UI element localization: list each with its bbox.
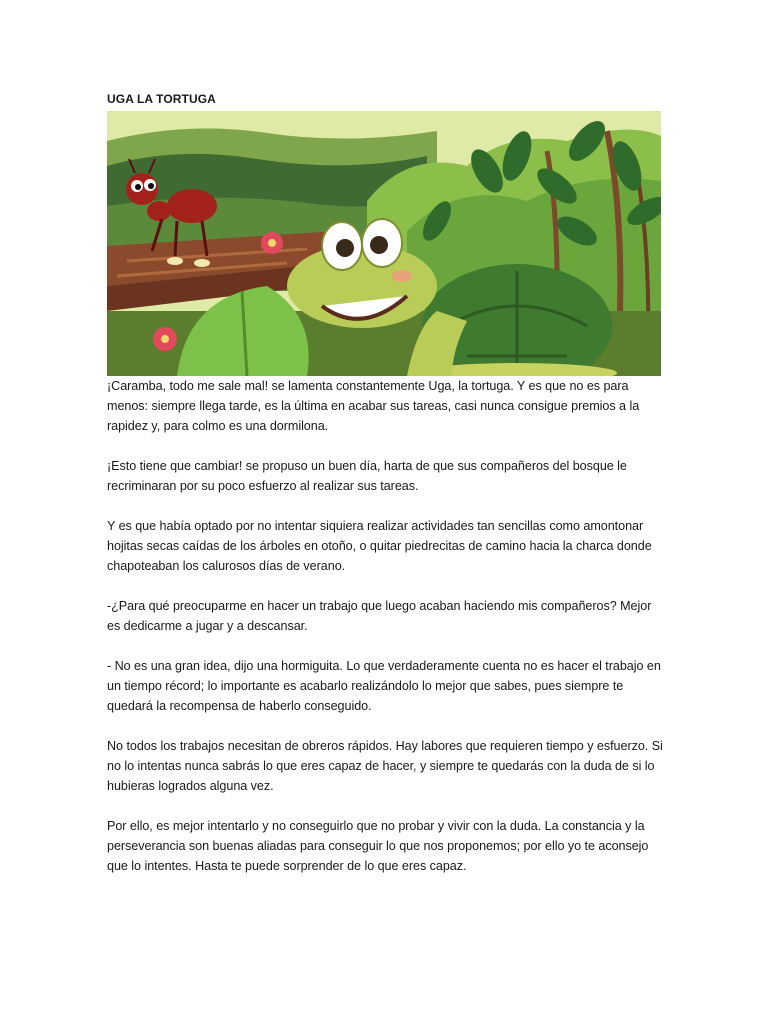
- turtle-pupil: [336, 239, 354, 257]
- turtle-cheek: [392, 270, 412, 282]
- story-illustration: [107, 111, 661, 376]
- story-paragraph: ¡Caramba, todo me sale mal! se lamenta constantemente Uga, la tortuga. Y es que no es para menos: siempre llega tarde, es la última en acabar sus tareas, casi nunca consigue premios a la rapidez y, para colmo es una dormilona.: [107, 379, 640, 433]
- story-paragraph: Por ello, es mejor intentarlo y no conseguirlo que no probar y vivir con la duda. La constancia y la perseverancia son buenas aliadas para conseguir lo que nos proponemos; por ello yo te aconsejo que lo intentes. Hasta te puede sorprender de lo que eres capaz.: [107, 819, 649, 873]
- story-paragraph: ¡Esto tiene que cambiar! se propuso un buen día, harta de que sus compañeros del bosque le recriminaran por su poco esfuerzo al realizar sus tareas.: [107, 459, 627, 493]
- story-paragraph: Y es que había optado por no intentar siquiera realizar actividades tan sencillas como amontonar hojitas secas caídas de los árboles en otoño, o quitar piedrecitas de camino hacia la charca donde chapoteaban los calurosos días de verano.: [107, 519, 652, 573]
- story-paragraph: - No es una gran idea, dijo una hormiguita. Lo que verdaderamente cuenta no es hacer el trabajo en un tiempo récord; lo importante es acabarlo realizándolo lo mejor que sabes, pues siempre te quedará la recompensa de haberlo conseguido.: [107, 659, 661, 713]
- turtle-and-ant-illustration: [107, 111, 661, 376]
- flower-icon: [153, 327, 177, 351]
- turtle-pupil: [370, 236, 388, 254]
- story-body: [107, 376, 663, 896]
- story-title: UGA LA TORTUGA: [107, 92, 216, 106]
- story-paragraph: No todos los trabajos necesitan de obreros rápidos. Hay labores que requieren tiempo y esfuerzo. Si no lo intentas nunca sabrás lo que eres capaz de hacer, y siempre te quedarás con la duda de si lo hubieras logrados alguna vez.: [107, 739, 663, 793]
- story-paragraph: -¿Para qué preocuparme en hacer un trabajo que luego acaban haciendo mis compañeros? Mejor es dedicarme a jugar y a descansar.: [107, 599, 652, 633]
- flower-icon: [261, 232, 283, 254]
